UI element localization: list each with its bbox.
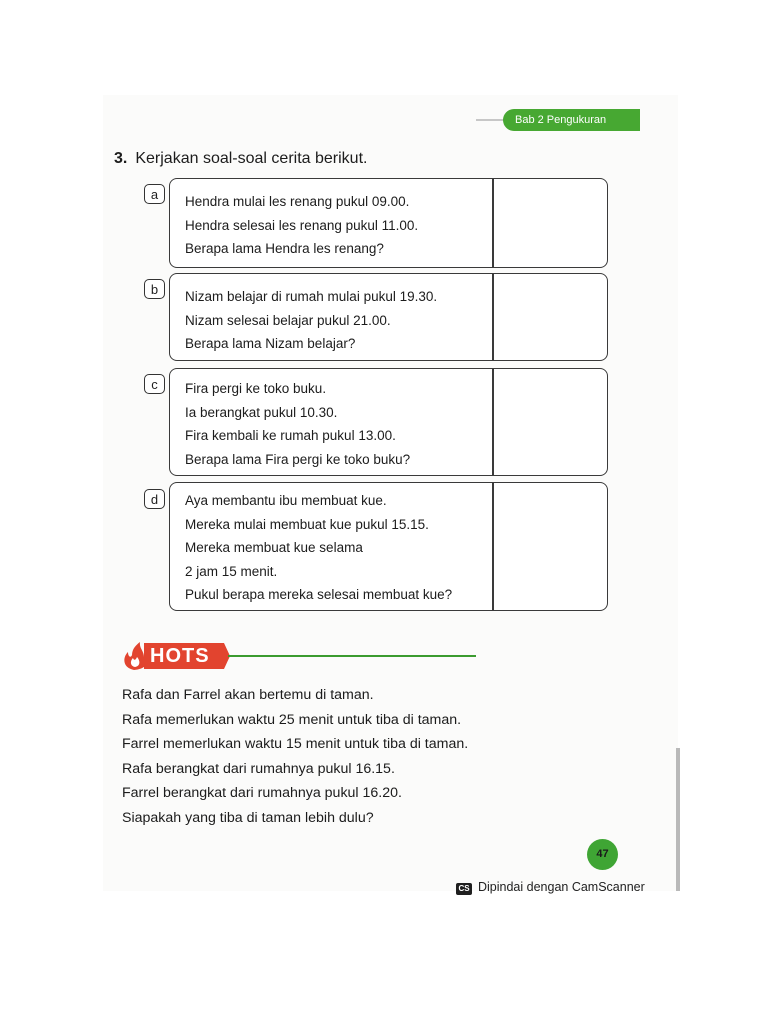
answer-area-a[interactable]	[493, 179, 607, 267]
answer-area-d[interactable]	[493, 483, 607, 610]
item-line: Fira pergi ke toko buku.	[185, 381, 327, 396]
chapter-tab-label: Bab 2 Pengukuran	[515, 114, 607, 126]
item-line: Nizam selesai belajar pukul 21.00.	[185, 312, 391, 328]
scan-edge-shadow	[676, 748, 680, 891]
chapter-tab-line	[476, 119, 504, 121]
hots-divider	[228, 655, 476, 657]
camscanner-text: Dipindai dengan CamScanner	[478, 880, 645, 894]
hots-problem-text	[122, 683, 468, 830]
item-letter-a: a	[144, 184, 165, 204]
item-line: Berapa lama Hendra les renang?	[185, 241, 384, 256]
item-letter-c: c	[144, 374, 165, 394]
chapter-tab	[503, 109, 640, 131]
question-title: Kerjakan soal-soal cerita berikut.	[135, 150, 368, 167]
question-heading	[114, 150, 367, 168]
item-text-c	[185, 377, 410, 471]
question-number: 3.	[114, 150, 128, 167]
hots-line: Rafa berangkat dari rumahnya pukul 16.15.	[122, 760, 395, 777]
item-line: Berapa lama Fira pergi ke toko buku?	[185, 451, 411, 467]
item-line: Nizam belajar di rumah mulai pukul 19.30.	[185, 289, 438, 304]
hots-line: Rafa memerlukan waktu 25 menit untuk tiba di taman.	[122, 711, 462, 728]
answer-area-c[interactable]	[493, 369, 607, 475]
hots-line: Siapakah yang tiba di taman lebih dulu?	[122, 809, 374, 826]
item-line: Mereka mulai membuat kue pukul 15.15.	[185, 516, 429, 532]
item-line: Pukul berapa mereka selesai membuat kue?	[185, 587, 453, 602]
item-text-b	[185, 285, 437, 356]
item-line: Aya membantu ibu membuat kue.	[185, 493, 387, 508]
hots-line: Farrel berangkat dari rumahnya pukul 16.20.	[122, 785, 402, 801]
item-letter-d: d	[144, 489, 165, 509]
item-text-a	[185, 190, 418, 261]
hots-line: Rafa dan Farrel akan bertemu di taman.	[122, 687, 374, 703]
item-line: Fira kembali ke rumah pukul 13.00.	[185, 428, 396, 443]
item-letter-b: b	[144, 279, 165, 299]
hots-line: Farrel memerlukan waktu 15 menit untuk tiba di taman.	[122, 736, 469, 752]
item-text-d	[185, 489, 452, 607]
item-line: 2 jam 15 menit.	[185, 563, 278, 579]
item-line: Ia berangkat pukul 10.30.	[185, 404, 338, 420]
camscanner-logo-icon: CS	[456, 883, 472, 895]
item-line: Berapa lama Nizam belajar?	[185, 336, 356, 351]
camscanner-footer	[456, 880, 645, 895]
item-line: Hendra mulai les renang pukul 09.00.	[185, 194, 410, 209]
answer-area-b[interactable]	[493, 274, 607, 360]
item-line: Hendra selesai les renang pukul 11.00.	[185, 217, 419, 233]
item-line: Mereka membuat kue selama	[185, 540, 363, 555]
page-number: 47	[587, 839, 618, 870]
hots-label: HOTS	[150, 645, 210, 667]
